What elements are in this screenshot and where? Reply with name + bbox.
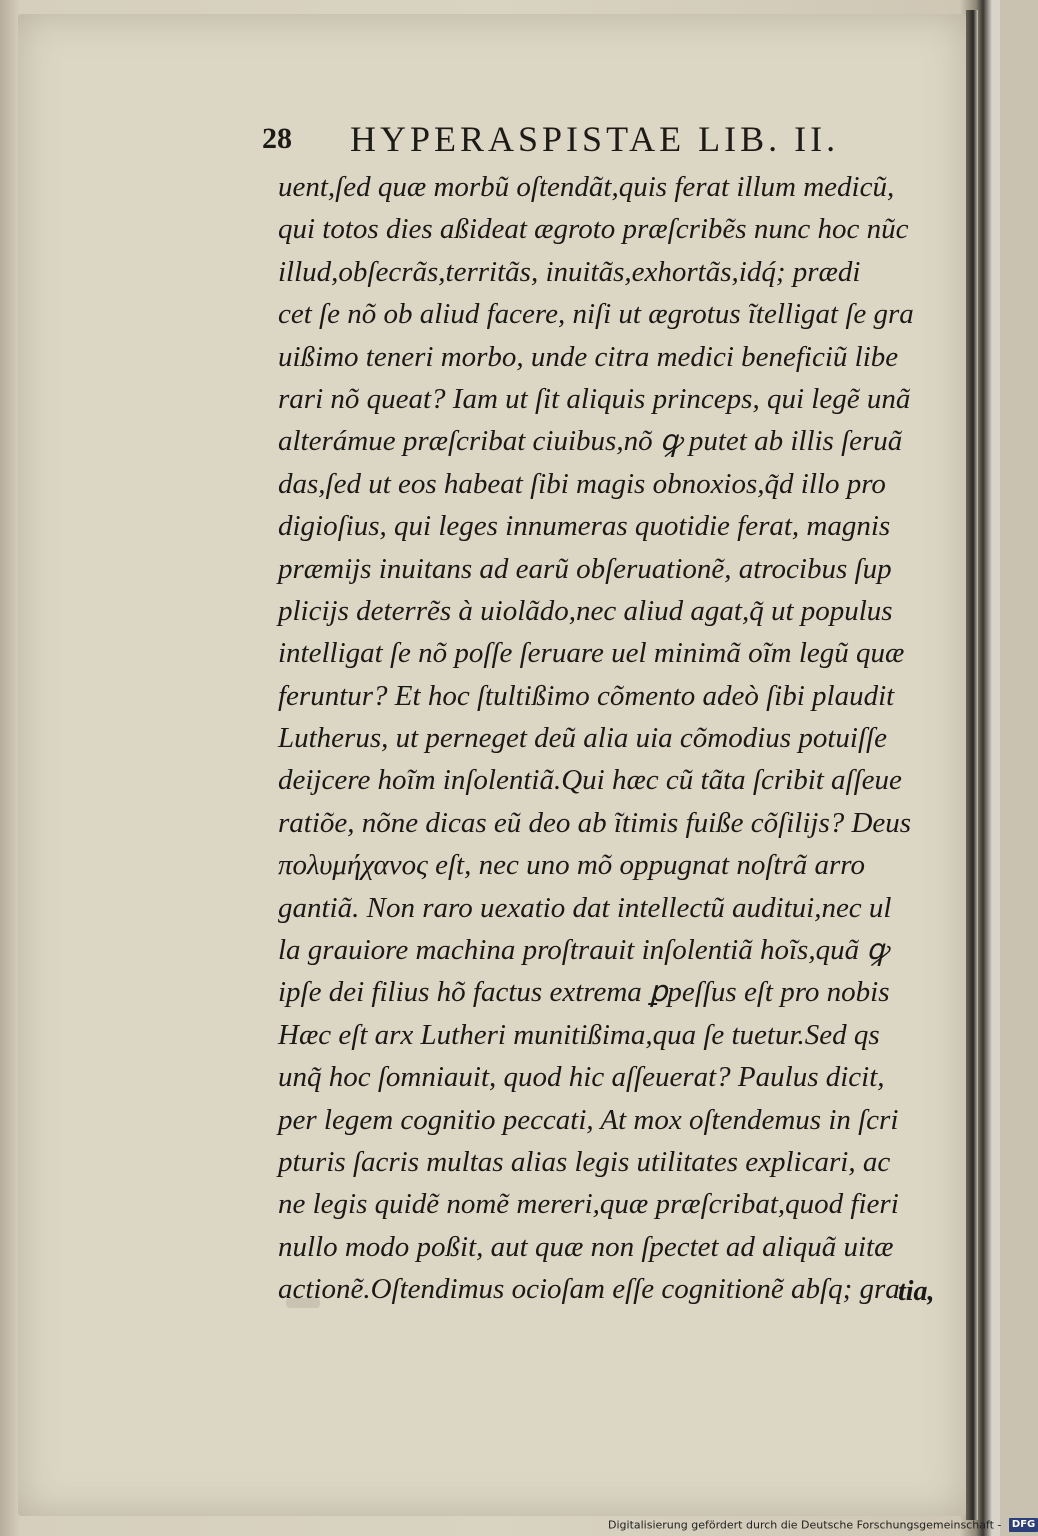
text-line: actionẽ.Oſtendimus ocioſam eſſe cognitionẽ abſq; gra: [278, 1273, 900, 1306]
text-line: alterámue præſcribat ciuibus,nõ ꝙ putet ab illis ſeruã: [278, 425, 903, 458]
text-line: qui totos dies aßideat ægroto præſcribẽs nunc hoc nũc: [278, 213, 909, 246]
text-line: gantiã. Non raro uexatio dat intellectũ auditui,nec ul: [278, 891, 892, 924]
text-line: Hæc eſt arx Lutheri munitißima,qua ſe tuetur.Sed qs: [278, 1018, 880, 1051]
text-line: deijcere hoĩm inſolentiã.Qui hæc cũ tãta ſcribit aſſeue: [278, 764, 902, 797]
text-line: cet ſe nõ ob aliud facere, niſi ut ægrotus ĩtelligat ſe gra: [278, 298, 914, 331]
text-line: intelligat ſe nõ poſſe ſeruare uel minimã oĩm legũ quæ: [278, 637, 905, 670]
ink-smudge: [286, 1298, 320, 1308]
text-line: ipſe dei filius hõ factus extrema ꝑpeſſus eſt pro nobis: [278, 976, 890, 1009]
text-line: la grauiore machina proſtrauit inſolentiã hoĩs,quã ꝙ: [278, 934, 889, 967]
digitization-credit: [608, 1518, 1038, 1536]
text-line: illud,obſecrãs,territãs, inuitãs,exhortãs,idq́; prædi: [278, 255, 861, 288]
page-header: [262, 118, 882, 164]
catchword: tia,: [898, 1276, 935, 1307]
folio-number: 28: [262, 122, 292, 155]
body-text-block: [278, 166, 948, 1311]
text-line: rari nõ queat? Iam ut ſit aliquis princeps, qui legẽ unã: [278, 382, 911, 415]
credit-text: Digitalisierung gefördert durch die Deutsche Forschungsgemeinschaft -: [608, 1518, 1002, 1532]
dfg-logo: DFG: [1009, 1518, 1038, 1532]
running-title: HYPERASPISTAE LIB. II.: [350, 119, 840, 159]
text-line: ratiõe, nõne dicas eũ deo ab ĩtimis fuiße cõſilijs? Deus: [278, 806, 912, 839]
text-line: πολυμήχανος eſt, nec uno mõ oppugnat noſtrã arro: [278, 849, 865, 882]
text-line: uißimo teneri morbo, unde citra medici beneficiũ libe: [278, 340, 899, 373]
text-line: nullo modo poßit, aut quæ non ſpectet ad aliquã uitæ: [278, 1230, 894, 1263]
text-line: præmijs inuitans ad earũ obſeruationẽ, atrocibus ſup: [278, 552, 892, 585]
text-line: per legem cognitio peccati, At mox oſtendemus in ſcri: [278, 1103, 899, 1136]
text-line: Lutherus, ut perneget deũ alia uia cõmodius potuiſſe: [278, 722, 887, 755]
text-line: feruntur? Et hoc ſtultißimo cõmento adeò ſibi plaudit: [278, 679, 895, 712]
page-edge: [966, 10, 978, 1520]
text-line: unq̃ hoc ſomniauit, quod hic aſſeuerat? Paulus dicit,: [278, 1061, 885, 1094]
text-line: ne legis quidẽ nomẽ mereri,quæ præſcribat,quod fieri: [278, 1188, 899, 1221]
text-line: plicijs deterrẽs à uiolãdo,nec aliud agat,q̃ ut populus: [278, 594, 893, 627]
text-line: das,ſed ut eos habeat ſibi magis obnoxios,q̃d illo pro: [278, 467, 886, 500]
text-line: digioſius, qui leges innumeras quotidie ferat, magnis: [278, 510, 891, 543]
text-line: pturis ſacris multas alias legis utilitates explicari, ac: [278, 1145, 891, 1178]
text-line: uent,ſed quæ morbũ oſtendãt,quis ferat illum medicũ,: [278, 171, 895, 203]
